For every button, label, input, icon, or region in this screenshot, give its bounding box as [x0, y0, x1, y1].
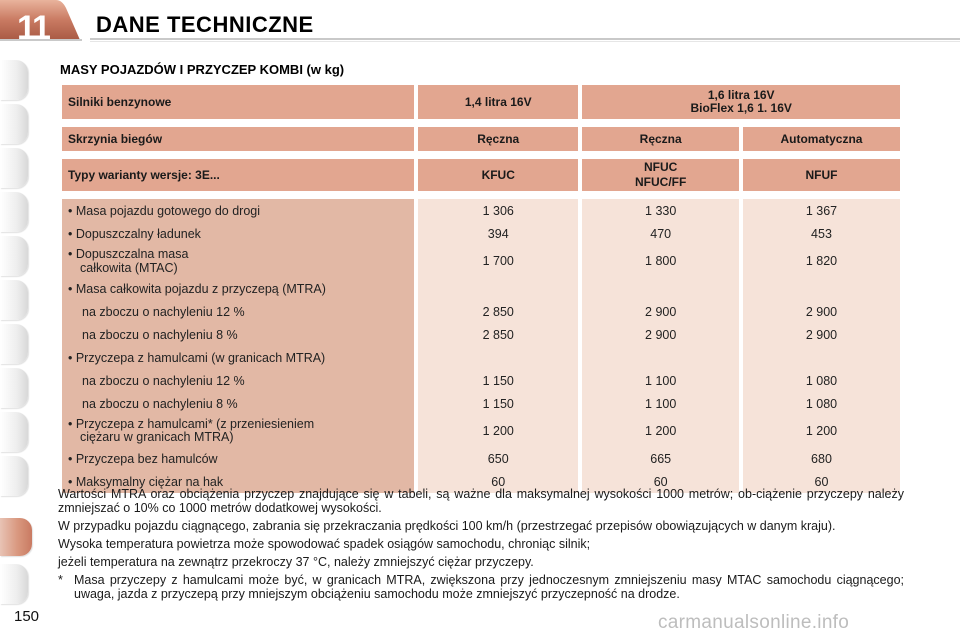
- row-label: na zboczu o nachyleniu 12 %: [62, 300, 414, 323]
- row-value-3: 680: [743, 447, 900, 470]
- row-value-3: 1 820: [743, 245, 900, 277]
- types-header-row: [62, 159, 900, 191]
- page-header: [0, 0, 960, 48]
- side-tab-2[interactable]: [0, 104, 28, 144]
- gearbox-col3: Automatyczna: [743, 127, 900, 151]
- table-row: [62, 346, 900, 369]
- side-tab-8[interactable]: [0, 368, 28, 408]
- table-row: [62, 392, 900, 415]
- row-value-3: 1 080: [743, 392, 900, 415]
- engine-col1: 1,4 litra 16V: [418, 85, 578, 119]
- row-value-1: 1 150: [418, 392, 578, 415]
- row-label: na zboczu o nachyleniu 12 %: [62, 369, 414, 392]
- row-label: • Masa pojazdu gotowego do drogi: [62, 199, 414, 222]
- side-tab-6[interactable]: [0, 280, 28, 320]
- footnote-text: Masa przyczepy z hamulcami może być, w granicach MTRA, zwiększona przy jednoczesnym zmniejszeniu masy MTAC samochodu ciągnącego; uwaga, jazda z przyczepą przy mniejszym obciążeniu samochodu może zmniejszyć przyczepność na drodze.: [74, 573, 904, 601]
- watermark: carmanualsonline.info: [658, 612, 850, 633]
- row-value-1: 1 306: [418, 199, 578, 222]
- section-title: MASY POJAZDÓW I PRZYCZEP KOMBI (w kg): [60, 62, 345, 77]
- table-row: [62, 447, 900, 470]
- row-label: [62, 245, 414, 277]
- note-paragraph: W przypadku pojazdu ciągnącego, zabrania się przekraczania prędkości 100 km/h (przestrzegać przepisów obowiązujących w danym kraju).: [58, 519, 836, 533]
- row-value-3: [743, 277, 900, 300]
- row-value-2: [582, 277, 739, 300]
- note-paragraph: jeżeli temperatura na zewnątrz przekroczy 37 °C, należy zmniejszyć ciężar przyczepy.: [58, 555, 534, 569]
- gearbox-col2: Ręczna: [582, 127, 739, 151]
- engine-header-row: [62, 85, 900, 119]
- row-value-2: 1 100: [582, 392, 739, 415]
- side-tab-4[interactable]: [0, 192, 28, 232]
- table-row: [62, 415, 900, 447]
- row-label: na zboczu o nachyleniu 8 %: [62, 323, 414, 346]
- table-row: [62, 323, 900, 346]
- gearbox-header-row: [62, 127, 900, 151]
- page-number: 150: [14, 608, 40, 625]
- side-tab-5[interactable]: [0, 236, 28, 276]
- row-value-2: 470: [582, 222, 739, 245]
- row-label: • Maksymalny ciężar na hak: [62, 470, 414, 493]
- row-value-1: 2 850: [418, 300, 578, 323]
- side-tab-9[interactable]: [0, 412, 28, 452]
- row-label-line1: • Dopuszczalna masa: [68, 247, 189, 261]
- row-value-2: 1 800: [582, 245, 739, 277]
- row-value-1: 60: [418, 470, 578, 493]
- row-value-2: [582, 346, 739, 369]
- row-value-1: [418, 346, 578, 369]
- types-col2-line1: NFUC: [644, 160, 678, 174]
- row-label: • Dopuszczalny ładunek: [62, 222, 414, 245]
- side-tab-7[interactable]: [0, 324, 28, 364]
- row-value-3: [743, 346, 900, 369]
- row-label-line2: ciężaru w granicach MTRA): [80, 430, 234, 444]
- page-title: DANE TECHNICZNE: [96, 12, 314, 37]
- footnote: [58, 573, 904, 601]
- footnote-marker: *: [58, 573, 63, 587]
- types-col3: NFUF: [743, 159, 900, 191]
- row-value-2: 2 900: [582, 300, 739, 323]
- table-row: [62, 277, 900, 300]
- table-row: [62, 369, 900, 392]
- row-value-3: 2 900: [743, 300, 900, 323]
- table-row: [62, 199, 900, 222]
- row-value-1: 650: [418, 447, 578, 470]
- row-value-1: [418, 277, 578, 300]
- row-value-1: 2 850: [418, 323, 578, 346]
- types-label: Typy warianty wersje: 3E...: [62, 159, 414, 191]
- table-row: [62, 300, 900, 323]
- chapter-number: 11: [17, 9, 49, 47]
- notes-block: [58, 487, 904, 601]
- row-value-3: 2 900: [743, 323, 900, 346]
- row-label: na zboczu o nachyleniu 8 %: [62, 392, 414, 415]
- row-value-1: 394: [418, 222, 578, 245]
- row-label: • Masa całkowita pojazdu z przyczepą (MTRA): [62, 277, 414, 300]
- row-value-2: 60: [582, 470, 739, 493]
- row-value-2: 1 330: [582, 199, 739, 222]
- side-tab-10[interactable]: [0, 456, 28, 496]
- side-tab-11-active[interactable]: [0, 518, 32, 556]
- row-label: • Przyczepa bez hamulców: [62, 447, 414, 470]
- row-label-line2: całkowita (MTAC): [80, 261, 178, 275]
- row-value-2: 1 200: [582, 415, 739, 447]
- row-value-1: 1 200: [418, 415, 578, 447]
- row-label: [62, 415, 414, 447]
- gearbox-col1: Ręczna: [418, 127, 578, 151]
- row-value-3: 60: [743, 470, 900, 493]
- gearbox-label: Skrzynia biegów: [62, 127, 414, 151]
- row-value-3: 1 200: [743, 415, 900, 447]
- side-tab-3[interactable]: [0, 148, 28, 188]
- row-value-2: 2 900: [582, 323, 739, 346]
- table-row: [62, 245, 900, 277]
- note-paragraph: Wysoka temperatura powietrza może spowodować spadek osiągów samochodu, chroniąc silnik;: [58, 537, 591, 551]
- row-value-3: 453: [743, 222, 900, 245]
- types-col1: KFUC: [418, 159, 578, 191]
- chapter-side-tabs: [0, 60, 32, 620]
- mass-spec-table: [58, 85, 904, 493]
- row-value-1: 1 700: [418, 245, 578, 277]
- note-paragraph: Wartości MTRA oraz obciążenia przyczep znajdujące się w tabeli, są ważne dla maksymalnej wysokości 1000 metrów; ob-ciążenie przyczepy należy zmniejszać o 10% co 1000 metrów dodatkowej wysokości.: [58, 487, 904, 515]
- side-tab-1[interactable]: [0, 60, 28, 100]
- engine-col2: [582, 85, 900, 119]
- types-col2: [582, 159, 739, 191]
- table-row: [62, 222, 900, 245]
- header-divider-light: [90, 41, 960, 42]
- row-value-2: 665: [582, 447, 739, 470]
- row-value-3: 1 367: [743, 199, 900, 222]
- row-label: • Przyczepa z hamulcami (w granicach MTRA): [62, 346, 414, 369]
- row-label-line1: • Przyczepa z hamulcami* (z przeniesieniem: [68, 417, 315, 431]
- row-value-1: 1 150: [418, 369, 578, 392]
- row-value-3: 1 080: [743, 369, 900, 392]
- side-tab-12[interactable]: [0, 564, 28, 604]
- types-col2-line2: NFUC/FF: [635, 175, 687, 189]
- engine-label: Silniki benzynowe: [62, 85, 414, 119]
- header-divider: [90, 38, 960, 40]
- engine-col2-line1: 1,6 litra 16V: [707, 88, 775, 102]
- row-value-2: 1 100: [582, 369, 739, 392]
- engine-col2-line2: BioFlex 1,6 1. 16V: [690, 101, 792, 115]
